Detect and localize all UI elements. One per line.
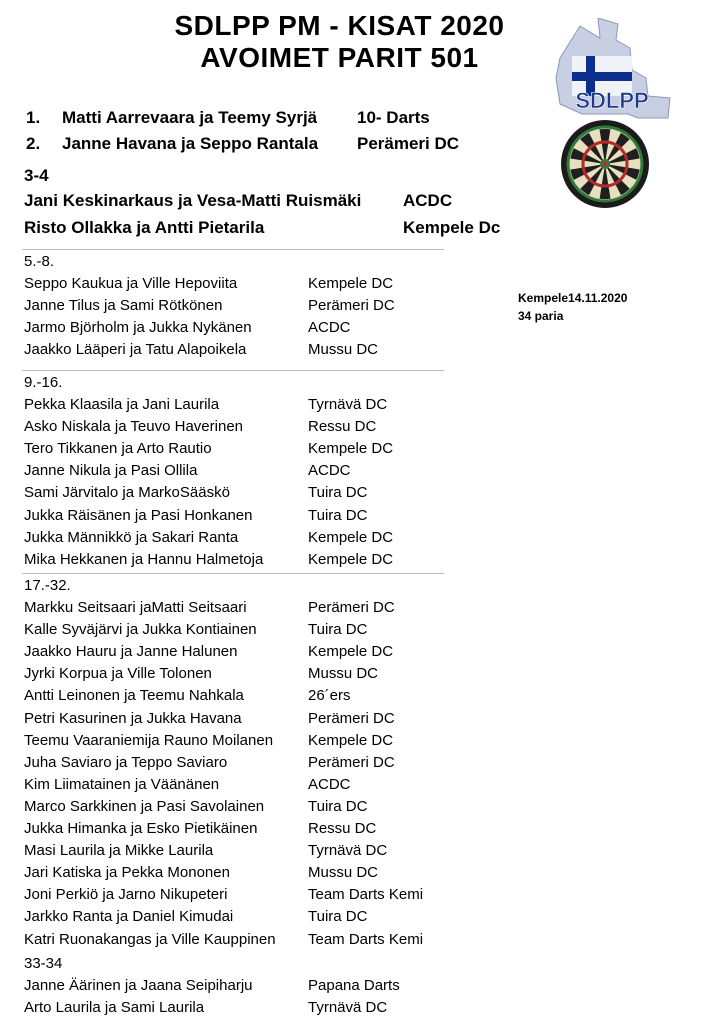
pair-names: Katri Ruonakangas ja Ville Kauppinen <box>24 930 276 948</box>
pair-names: Jarkko Ranta ja Daniel Kimudai <box>24 908 234 926</box>
pair-names: Janne Äärinen ja Jaana Seipiharju <box>24 977 253 994</box>
pair-names: Joni Perkiö ja Jarno Nikupeteri <box>24 886 228 904</box>
section-divider <box>22 249 444 250</box>
result-row <box>24 977 400 994</box>
result-row <box>24 484 368 502</box>
club-name: 26´ers <box>308 687 351 705</box>
club-name: Tuira DC <box>308 908 368 926</box>
club-name: Perämeri DC <box>357 134 460 153</box>
result-row <box>24 930 424 948</box>
pair-names: Jarmo Björholm ja Jukka Nykänen <box>24 319 252 337</box>
result-row <box>24 643 394 661</box>
result-row <box>24 506 368 524</box>
dartboard-icon <box>561 120 649 208</box>
result-row <box>24 999 388 1017</box>
result-row <box>24 621 368 639</box>
pair-names: Risto Ollakka ja Antti Pietarila <box>24 218 265 237</box>
place-3-row-2 <box>24 218 501 238</box>
pair-names: Sami Järvitalo ja MarkoSääskö <box>24 484 230 502</box>
pair-names: Juha Saviaro ja Teppo Saviaro <box>24 753 228 771</box>
pair-names: Kalle Syväjärvi ja Jukka Kontiainen <box>24 621 257 639</box>
pair-names: Jukka Himanka ja Esko Pietikäinen <box>24 820 258 837</box>
club-name: Mussu DC <box>308 864 379 882</box>
result-row <box>24 550 394 568</box>
result-row <box>24 528 394 546</box>
club-name: Tuira DC <box>308 621 368 639</box>
club-name: Ressu DC <box>308 820 377 837</box>
section-divider <box>22 370 444 371</box>
club-name: ACDC <box>308 775 351 793</box>
section-divider <box>22 573 444 574</box>
result-row <box>24 842 388 860</box>
pair-names: Masi Laurila ja Mikke Laurila <box>24 842 214 860</box>
section-heading-3-4: 3-4 <box>24 166 49 185</box>
club-name: Tuira DC <box>308 797 368 815</box>
pair-names: Janne Havana ja Seppo Rantala <box>62 134 319 153</box>
club-name: Papana Darts <box>308 977 400 994</box>
club-name: Kempele DC <box>308 440 394 458</box>
title-line-1: SDLPP PM - KISAT 2020 <box>174 10 505 41</box>
result-row <box>24 297 395 315</box>
pair-names: Matti Aarrevaara ja Teemy Syrjä <box>62 108 318 127</box>
place-3-row-1 <box>24 191 453 211</box>
section-heading: 33-34 <box>24 955 63 972</box>
result-row <box>24 709 395 727</box>
club-name: Tuira DC <box>308 484 368 502</box>
result-row <box>24 864 379 882</box>
result-row <box>24 275 394 292</box>
result-row <box>24 440 394 458</box>
result-row <box>24 418 377 436</box>
pair-names: Asko Niskala ja Teuvo Haverinen <box>24 418 244 436</box>
club-name: Kempele DC <box>308 528 394 546</box>
club-name: ACDC <box>308 462 351 480</box>
section-heading: 9.-16. <box>24 374 63 391</box>
club-name: Ressu DC <box>308 418 377 436</box>
result-row <box>24 775 351 793</box>
club-name: Tyrnävä DC <box>308 396 388 413</box>
club-name: Kempele Dc <box>403 218 501 237</box>
result-row <box>24 599 395 616</box>
pair-names: Jaakko Lääperi ja Tatu Alapoikela <box>24 341 247 359</box>
club-name: Kempele DC <box>308 731 394 749</box>
club-name: Kempele DC <box>308 275 394 292</box>
result-row <box>24 731 394 749</box>
club-name: Mussu DC <box>308 341 379 359</box>
result-row <box>24 462 351 480</box>
pair-count: 34 paria <box>518 309 564 323</box>
club-name: Kempele DC <box>308 643 394 661</box>
club-name: Kempele DC <box>308 550 394 568</box>
result-row <box>24 396 388 413</box>
club-name: Tyrnävä DC <box>308 999 388 1017</box>
place-number: 1. <box>26 108 41 127</box>
section-heading: 5.-8. <box>24 253 55 270</box>
event-info <box>518 289 627 325</box>
result-row <box>24 908 368 926</box>
result-row <box>24 820 377 837</box>
pair-names: Mika Hekkanen ja Hannu Halmetoja <box>24 550 264 568</box>
club-name: Team Darts Kemi <box>308 886 424 904</box>
pair-names: Petri Kasurinen ja Jukka Havana <box>24 709 242 727</box>
pair-names: Antti Leinonen ja Teemu Nahkala <box>24 687 244 705</box>
pair-names: Seppo Kaukua ja Ville Hepoviita <box>24 275 238 292</box>
club-name: 10- Darts <box>357 108 430 127</box>
club-name: Team Darts Kemi <box>308 930 424 948</box>
pair-names: Jukka Männikkö ja Sakari Ranta <box>24 528 239 546</box>
pair-names: Jani Keskinarkaus ja Vesa-Matti Ruismäki <box>24 191 362 210</box>
pair-names: Janne Nikula ja Pasi Ollila <box>24 462 198 480</box>
title-line-2: AVOIMET PARIT 501 <box>200 42 479 73</box>
pair-names: Tero Tikkanen ja Arto Rautio <box>24 440 212 458</box>
pair-names: Marco Sarkkinen ja Pasi Savolainen <box>24 797 265 815</box>
pair-names: Arto Laurila ja Sami Laurila <box>24 999 205 1017</box>
pair-names: Jari Katiska ja Pekka Mononen <box>24 864 230 882</box>
result-row <box>24 797 368 815</box>
club-name: Perämeri DC <box>308 297 395 315</box>
pair-names: Pekka Klaasila ja Jani Laurila <box>24 396 220 413</box>
pair-names: Teemu Vaaraniemija Rauno Moilanen <box>24 731 274 749</box>
club-name: ACDC <box>403 191 453 210</box>
sdlpp-logo <box>520 18 690 218</box>
club-name: Mussu DC <box>308 665 379 683</box>
result-row <box>24 687 351 705</box>
pair-names: Jukka Räisänen ja Pasi Honkanen <box>24 506 253 524</box>
result-row <box>24 319 351 337</box>
result-row <box>24 886 424 904</box>
club-name: Tyrnävä DC <box>308 842 388 860</box>
pair-names: Kim Liimatainen ja Väänänen <box>24 775 220 793</box>
event-place-date: Kempele14.11.2020 <box>518 291 628 305</box>
club-name: Perämeri DC <box>308 753 395 771</box>
result-row <box>24 665 379 683</box>
pair-names: Jaakko Hauru ja Janne Halunen <box>24 643 238 661</box>
club-name: ACDC <box>308 319 351 337</box>
pair-names: Markku Seitsaari jaMatti Seitsaari <box>24 599 247 616</box>
club-name: Perämeri DC <box>308 599 395 616</box>
pair-names: Janne Tilus ja Sami Rötkönen <box>24 297 223 315</box>
result-row <box>24 753 395 771</box>
section-heading: 17.-32. <box>24 577 71 594</box>
logo-text: SDLPP <box>575 88 649 113</box>
club-name: Tuira DC <box>308 506 368 524</box>
place-number: 2. <box>26 134 41 153</box>
result-row <box>24 341 379 359</box>
club-name: Perämeri DC <box>308 709 395 727</box>
pair-names: Jyrki Korpua ja Ville Tolonen <box>24 665 212 683</box>
